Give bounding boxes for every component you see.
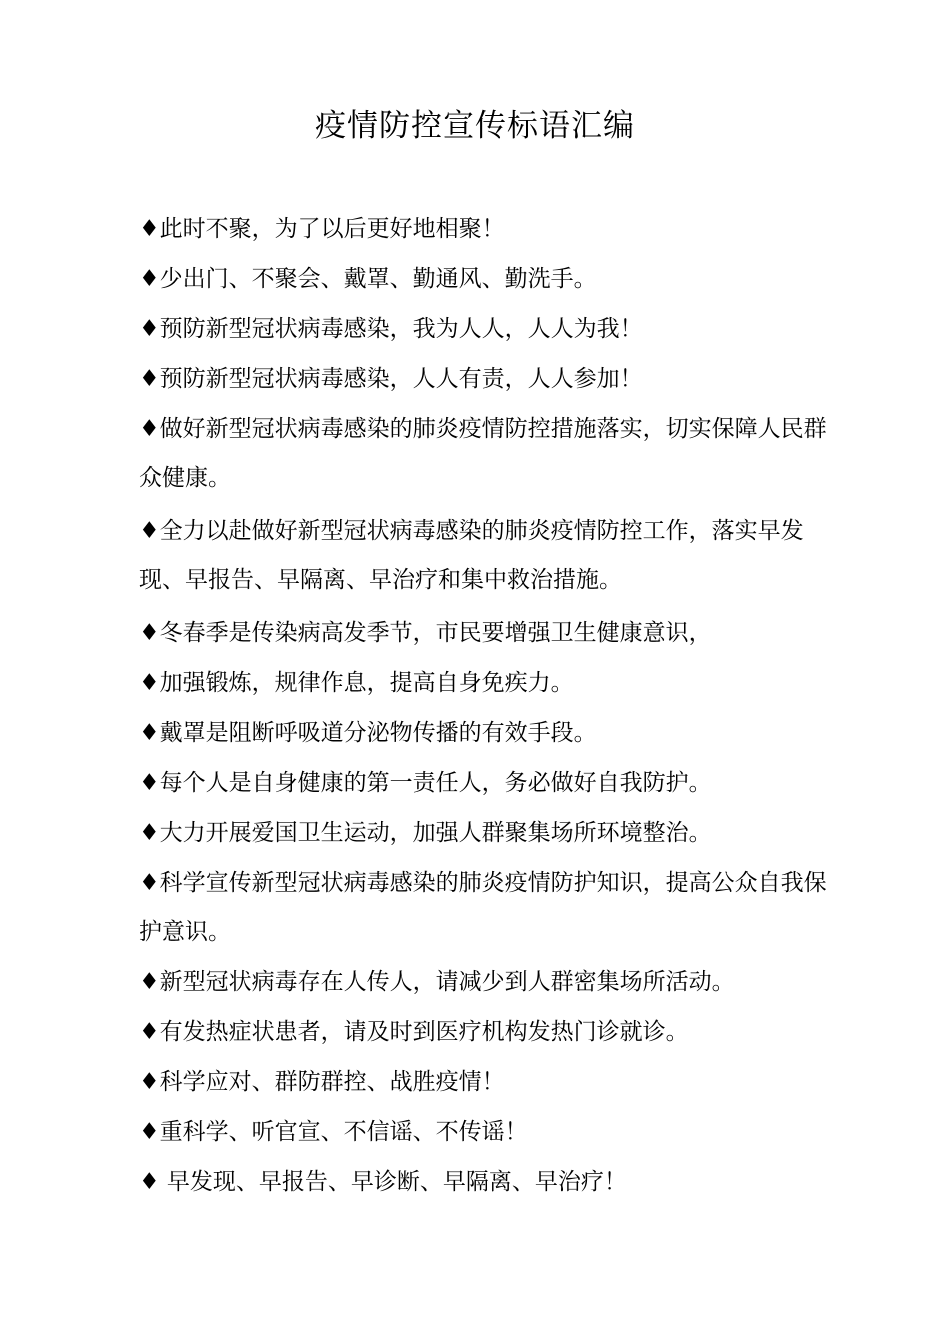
slogan-item: ♦科学应对、群防群控、战胜疫情！ (139, 1069, 505, 1095)
slogan-item: ♦此时不聚，为了以后更好地相聚！ (139, 216, 505, 242)
slogan-item: ♦大力开展爱国卫生运动，加强人群聚集场所环境整治。 (139, 820, 712, 846)
slogan-item: ♦预防新型冠状病毒感染，我为人人，人人为我！ (139, 316, 643, 342)
slogan-item: ♦重科学、听官宣、不信谣、不传谣！ (139, 1119, 528, 1145)
slogan-item: ♦少出门、不聚会、戴罩、勤通风、勤洗手。 (139, 266, 597, 292)
slogan-item: ♦冬春季是传染病高发季节，市民要增强卫生健康意识， (139, 620, 712, 646)
slogan-item: ♦有发热症状患者，请及时到医疗机构发热门诊就诊。 (139, 1019, 689, 1045)
page-title: 疫情防控宣传标语汇编 (315, 108, 635, 144)
slogan-item: ♦预防新型冠状病毒感染，人人有责，人人参加！ (139, 366, 643, 392)
slogan-item: ♦新型冠状病毒存在人传人，请减少到人群密集场所活动。 (139, 969, 735, 995)
slogan-item: ♦每个人是自身健康的第一责任人，务必做好自我防护。 (139, 770, 712, 796)
slogan-item: ♦戴罩是阻断呼吸道分泌物传播的有效手段。 (139, 720, 597, 746)
slogan-list (139, 205, 829, 1208)
slogan-item: ♦ 早发现、早报告、早诊断、早隔离、早治疗！ (139, 1169, 627, 1195)
slogan-item: ♦加强锻炼，规律作息，提高自身免疾力。 (139, 670, 574, 696)
slogan-item: ♦全力以赴做好新型冠状病毒感染的肺炎疫情防控工作，落实早发现、早报告、早隔离、早治疗和集中救治措施。 (139, 518, 804, 593)
slogan-item: ♦做好新型冠状病毒感染的肺炎疫情防控措施落实，切实保障人民群众健康。 (139, 416, 827, 491)
slogan-item: ♦科学宣传新型冠状病毒感染的肺炎疫情防护知识，提高公众自我保护意识。 (139, 870, 827, 945)
